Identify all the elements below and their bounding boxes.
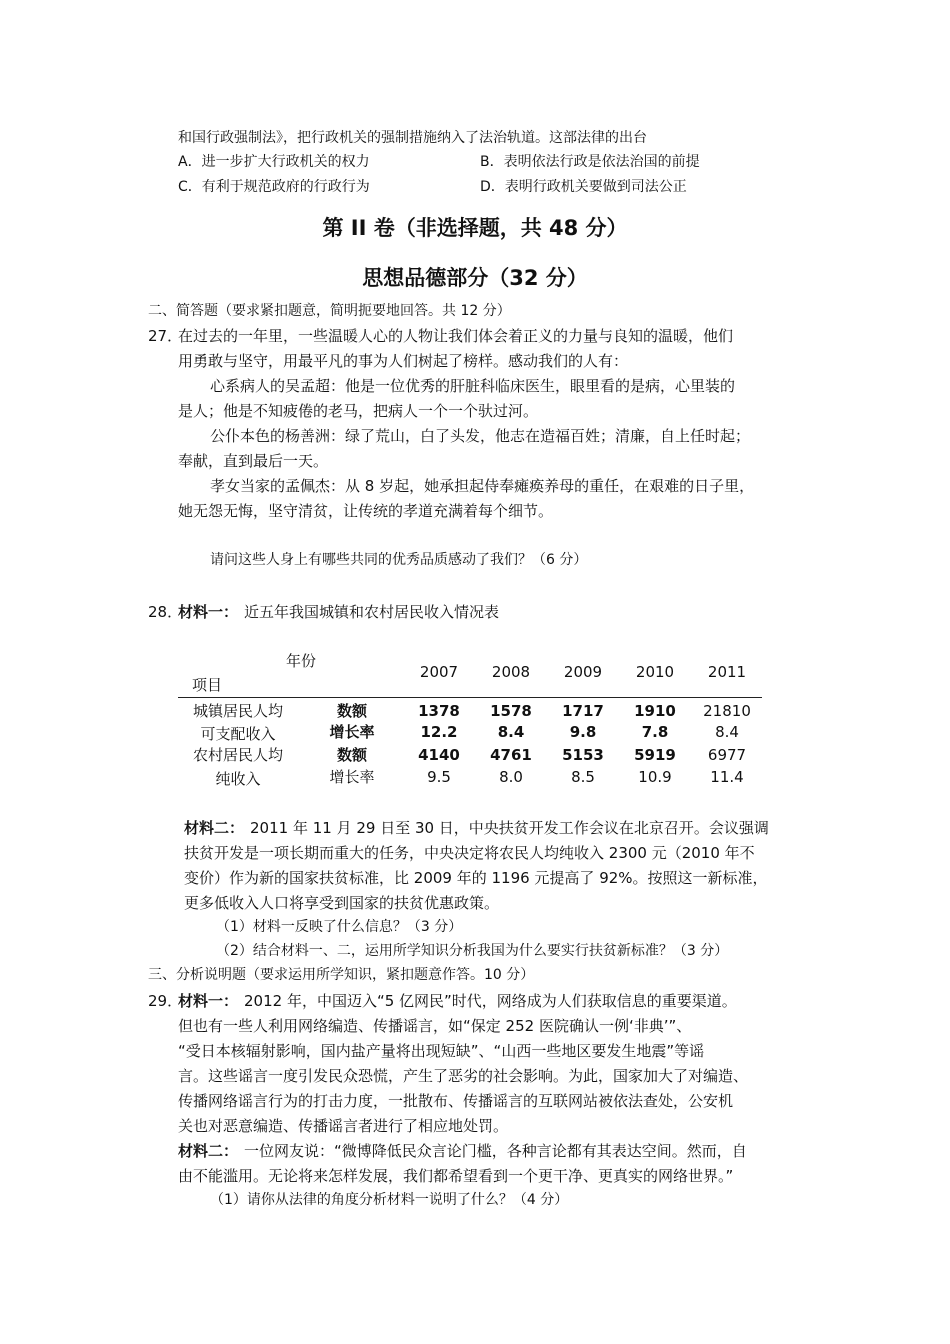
table-year-2010: 2010 bbox=[635, 663, 675, 681]
table-cell: 9.8 bbox=[569, 723, 597, 741]
table-cell: 6977 bbox=[707, 746, 747, 764]
table-cell: 4761 bbox=[490, 746, 532, 764]
table-cell: 1910 bbox=[634, 702, 676, 720]
q28-material2-line-2: 扶贫开发是一项长期而重大的任务，中央决定将农民人均纯收入 2300 元（2010 年不 bbox=[184, 844, 755, 862]
q29-material2-label: 材料二： bbox=[178, 1142, 239, 1160]
q28-material2-line-4: 更多低收入人口将享受到国家的扶贫优惠政策。 bbox=[184, 894, 500, 912]
table-year-2008: 2008 bbox=[491, 663, 531, 681]
q29-material1-line-6: 关也对恶意编造、传播谣言者进行了相应地处罚。 bbox=[178, 1117, 509, 1135]
table-cell: 8.4 bbox=[497, 723, 525, 741]
section3-heading: 三、分析说明题（要求运用所学知识，紧扣题意作答。10 分） bbox=[148, 967, 535, 983]
table-cell: 7.8 bbox=[641, 723, 669, 741]
q27-line-3: 心系病人的吴孟超：他是一位优秀的肝脏科临床医生，眼里看的是病，心里装的 bbox=[210, 377, 736, 395]
q29-sub-question-1: （1）请你从法律的角度分析材料一说明了什么？（4 分） bbox=[210, 1192, 569, 1208]
q28-sub-question-1: （1）材料一反映了什么信息？（3 分） bbox=[216, 919, 463, 935]
q29-number: 29． bbox=[148, 992, 183, 1010]
table-header-year: 年份 bbox=[286, 652, 317, 670]
q27-line-8: 她无怨无悔，坚守清贫，让传统的孝道充满着每个细节。 bbox=[178, 502, 554, 520]
table-year-2007: 2007 bbox=[419, 663, 459, 681]
table-row2-item: 可支配收入 bbox=[200, 725, 276, 743]
q27-line-5: 公仆本色的杨善洲：绿了荒山，白了头发，他志在造福百姓；清廉，自上任时起； bbox=[210, 427, 751, 445]
table-cell: 8.4 bbox=[715, 723, 739, 741]
q27-line-4: 是人；他是不知疲倦的老马，把病人一个一个驮过河。 bbox=[178, 402, 539, 420]
q29-material2-line-2: 由不能滥用。无论将来怎样发展，我们都希望看到一个更干净、更真实的网络世界。” bbox=[178, 1167, 734, 1185]
q27-line-2: 用勇敢与坚守，用最平凡的事为人们树起了榜样。感动我们的人有： bbox=[178, 352, 629, 370]
table-cell: 5919 bbox=[634, 746, 676, 764]
table-row3-metric: 数额 bbox=[336, 746, 367, 764]
q28-material1-text: 近五年我国城镇和农村居民收入情况表 bbox=[244, 603, 500, 621]
q26-tail-text: 和国行政强制法》，把行政机关的强制措施纳入了法治轨道。这部法律的出台 bbox=[178, 130, 647, 146]
q29-material1-line-1: 2012 年，中国迈入“5 亿网民”时代，网络成为人们获取信息的重要渠道。 bbox=[244, 992, 737, 1010]
table-cell: 8.5 bbox=[571, 768, 595, 786]
q28-material2-label: 材料二： bbox=[184, 819, 245, 837]
q29-material2-line-1: 一位网友说：“微博降低民众言论门槛，各种言论都有其表达空间。然而，自 bbox=[244, 1142, 747, 1160]
table-cell: 10.9 bbox=[638, 768, 672, 786]
table-row4-metric: 增长率 bbox=[329, 768, 375, 786]
table-row1-item: 城镇居民人均 bbox=[192, 702, 283, 720]
q27-line-7: 孝女当家的孟佩杰：从 8 岁起，她承担起侍奉瘫痪养母的重任，在艰难的日子里， bbox=[210, 477, 755, 495]
table-row4-item: 纯收入 bbox=[215, 770, 261, 788]
q29-material1-line-4: 言。这些谣言一度引发民众恐慌，产生了恶劣的社会影响。为此，国家加大了对编造、 bbox=[178, 1067, 749, 1085]
q27-question: 请问这些人身上有哪些共同的优秀品质感动了我们？（6 分） bbox=[210, 552, 588, 568]
q27-line-6: 奉献，直到最后一天。 bbox=[178, 452, 329, 470]
q28-material2-line-1: 2011 年 11 月 29 日至 30 日，中央扶贫开发工作会议在北京召开。会议强调 bbox=[250, 819, 769, 837]
table-cell: 8.0 bbox=[499, 768, 523, 786]
table-cell: 12.2 bbox=[420, 723, 458, 741]
table-header-rule bbox=[178, 697, 762, 698]
q26-option-b: B．表明依法行政是依法治国的前提 bbox=[480, 154, 700, 170]
table-cell: 1378 bbox=[418, 702, 460, 720]
table-header-item: 项目 bbox=[192, 676, 223, 694]
table-row1-metric: 数额 bbox=[336, 702, 367, 720]
q29-material1-label: 材料一： bbox=[178, 992, 239, 1010]
q28-material2-line-3: 变价）作为新的国家扶贫标准，比 2009 年的 1196 元提高了 92%。按照这一新标准， bbox=[184, 869, 768, 887]
q27-line-1: 在过去的一年里，一些温暖人心的人物让我们体会着正义的力量与良知的温暖，他们 bbox=[178, 327, 734, 345]
table-year-2009: 2009 bbox=[563, 663, 603, 681]
q26-option-d: D．表明行政机关要做到司法公正 bbox=[480, 179, 687, 195]
q29-material1-line-2: 但也有一些人利用网络编造、传播谣言，如“保定 252 医院确认一例‘非典’”、 bbox=[178, 1017, 692, 1035]
q26-option-a: A．进一步扩大行政机关的权力 bbox=[178, 154, 370, 170]
moral-section-title: 思想品德部分（32 分） bbox=[362, 266, 588, 290]
table-row2-metric: 增长率 bbox=[329, 723, 375, 741]
q26-option-c: C．有利于规范政府的行政行为 bbox=[178, 179, 370, 195]
table-row3-item: 农村居民人均 bbox=[192, 746, 283, 764]
q29-material1-line-5: 传播网络谣言行为的打击力度，一批散布、传播谣言的互联网站被依法查处，公安机 bbox=[178, 1092, 734, 1110]
section2-heading: 二、简答题（要求紧扣题意，简明扼要地回答。共 12 分） bbox=[148, 303, 511, 319]
table-cell: 4140 bbox=[418, 746, 460, 764]
q28-sub-question-2: （2）结合材料一、二，运用所学知识分析我国为什么要实行扶贫新标准？（3 分） bbox=[216, 943, 729, 959]
q27-number: 27． bbox=[148, 327, 183, 345]
table-cell: 5153 bbox=[562, 746, 604, 764]
table-cell: 1717 bbox=[562, 702, 604, 720]
table-cell: 21810 bbox=[703, 702, 751, 720]
q28-number: 28． bbox=[148, 603, 183, 621]
q29-material1-line-3: “受日本核辐射影响，国内盐产量将出现短缺”、“山西一些地区要发生地震”等谣 bbox=[178, 1042, 705, 1060]
table-year-2011: 2011 bbox=[707, 663, 747, 681]
q28-material1-label: 材料一： bbox=[178, 603, 239, 621]
table-cell: 9.5 bbox=[427, 768, 451, 786]
table-cell: 11.4 bbox=[710, 768, 744, 786]
part2-title: 第 II 卷（非选择题，共 48 分） bbox=[322, 216, 628, 240]
table-cell: 1578 bbox=[490, 702, 532, 720]
